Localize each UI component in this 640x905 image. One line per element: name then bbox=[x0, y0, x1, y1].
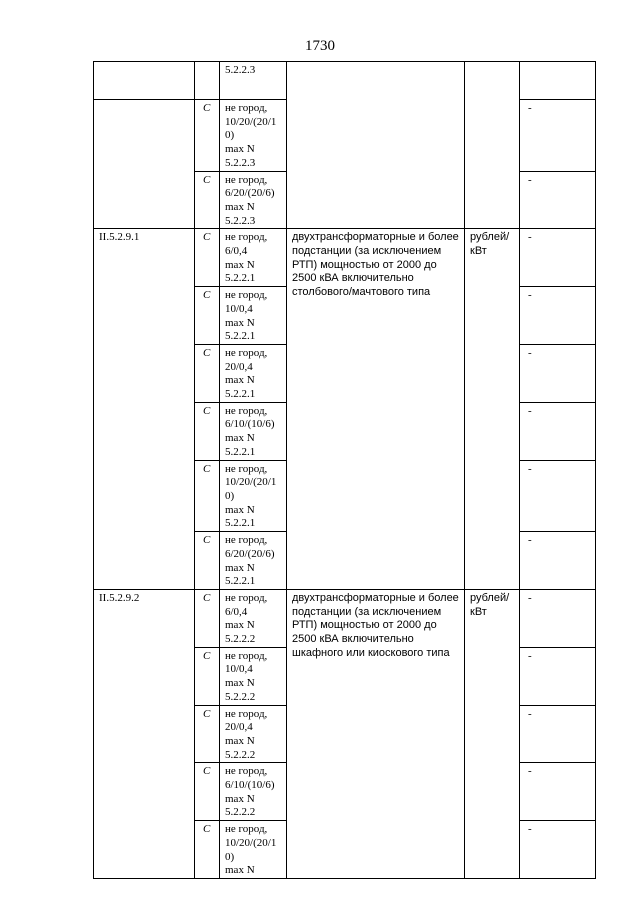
code-cell bbox=[94, 100, 195, 229]
tariff-table bbox=[93, 61, 596, 879]
table-row bbox=[94, 229, 596, 287]
condition-line: max N bbox=[225, 864, 255, 877]
value-cell: - bbox=[520, 763, 596, 821]
condition-line: 10/0,4 bbox=[225, 302, 253, 315]
value-cell: - bbox=[520, 402, 596, 460]
condition-cell bbox=[220, 171, 287, 229]
condition-line: 5.2.2.3 bbox=[225, 214, 256, 227]
value-cell: - bbox=[520, 589, 596, 647]
condition-line: max N bbox=[225, 200, 255, 213]
condition-line: не город, bbox=[225, 823, 268, 836]
category-cell: C bbox=[195, 287, 220, 345]
condition-line: не город, bbox=[225, 649, 268, 662]
condition-line: 5.2.2.2 bbox=[225, 690, 256, 703]
category-cell: C bbox=[195, 344, 220, 402]
category-cell: C bbox=[195, 100, 220, 172]
value-cell: - bbox=[520, 229, 596, 287]
condition-line: не город, bbox=[225, 102, 268, 114]
condition-line: 5.2.2.1 bbox=[225, 388, 256, 401]
condition-cell bbox=[220, 532, 287, 590]
condition-line: 5.2.2.1 bbox=[225, 517, 256, 530]
condition-line: 20/0,4 bbox=[225, 721, 253, 734]
condition-cell bbox=[220, 100, 287, 172]
condition-line: 0) bbox=[225, 850, 235, 863]
tariff-table-body bbox=[94, 62, 596, 879]
condition-line: 5.2.2.1 bbox=[225, 575, 256, 588]
condition-line: max N bbox=[225, 677, 255, 690]
category-cell: C bbox=[195, 460, 220, 532]
condition-line: 5.2.2.1 bbox=[225, 445, 256, 458]
condition-line: max N bbox=[225, 561, 255, 574]
category-cell: C bbox=[195, 821, 220, 879]
category-cell: C bbox=[195, 402, 220, 460]
value-cell: - bbox=[520, 532, 596, 590]
condition-line: 5.2.2.1 bbox=[225, 272, 256, 285]
table-row bbox=[94, 62, 596, 100]
condition-line: 0) bbox=[225, 489, 235, 502]
condition-line: 5.2.2.2 bbox=[225, 748, 256, 761]
condition-line: не город, bbox=[225, 707, 268, 720]
code-cell: II.5.2.9.2 bbox=[94, 589, 195, 878]
condition-line: не город, bbox=[225, 765, 268, 778]
condition-line: 0) bbox=[225, 129, 235, 142]
category-cell: C bbox=[195, 647, 220, 705]
condition-line: 10/20/(20/1 bbox=[225, 476, 277, 489]
condition-line: 6/20/(20/6) bbox=[225, 187, 275, 200]
condition-line: max N bbox=[225, 374, 255, 387]
value-cell: - bbox=[520, 460, 596, 532]
condition-line: max N bbox=[225, 432, 255, 445]
condition-line: не город, bbox=[225, 404, 268, 417]
condition-line: не город, bbox=[225, 231, 268, 244]
value-cell: - bbox=[520, 344, 596, 402]
condition-cell bbox=[220, 763, 287, 821]
condition-line: 20/0,4 bbox=[225, 360, 253, 373]
condition-line: max N bbox=[225, 143, 255, 156]
condition-line: 5.2.2.2 bbox=[225, 806, 256, 819]
condition-line: 6/0,4 bbox=[225, 245, 248, 258]
condition-line: 6/10/(10/6) bbox=[225, 779, 275, 792]
value-cell: - bbox=[520, 821, 596, 879]
condition-cell bbox=[220, 229, 287, 287]
condition-cell bbox=[220, 647, 287, 705]
category-cell: C bbox=[195, 589, 220, 647]
page-number: 1730 bbox=[305, 38, 335, 54]
condition-cell bbox=[220, 460, 287, 532]
condition-line: max N bbox=[225, 503, 255, 516]
condition-line: max N bbox=[225, 734, 255, 747]
condition-line: не город, bbox=[225, 173, 268, 186]
condition-line: 10/20/(20/1 bbox=[225, 115, 277, 128]
condition-line: max N bbox=[225, 316, 255, 329]
value-cell: - bbox=[520, 171, 596, 229]
condition-line: не город, bbox=[225, 462, 268, 475]
value-cell: - bbox=[520, 647, 596, 705]
unit-cell: рублей/ кВт bbox=[465, 589, 520, 878]
condition-line: 10/0,4 bbox=[225, 663, 253, 676]
category-cell: C bbox=[195, 705, 220, 763]
condition-line: 10/20/(20/1 bbox=[225, 836, 277, 849]
condition-line: max N bbox=[225, 619, 255, 632]
condition-line: 5.2.2.3 bbox=[225, 156, 256, 169]
condition-line: max N bbox=[225, 258, 255, 271]
description-cell: двухтрансформаторные и более подстанции (за исключением РТП) мощностью от 2000 до 2500 кВА включительно шкафного или киоскового типа bbox=[287, 589, 465, 878]
condition-line: 5.2.2.3 bbox=[225, 64, 256, 76]
condition-cell bbox=[220, 589, 287, 647]
category-cell: C bbox=[195, 763, 220, 821]
condition-line: 5.2.2.2 bbox=[225, 633, 256, 646]
condition-cell bbox=[220, 344, 287, 402]
value-cell: - bbox=[520, 100, 596, 172]
condition-cell bbox=[220, 402, 287, 460]
condition-line: не город, bbox=[225, 591, 268, 604]
condition-line: не город, bbox=[225, 346, 268, 359]
condition-line: 5.2.2.1 bbox=[225, 330, 256, 343]
code-cell bbox=[94, 62, 195, 100]
condition-cell bbox=[220, 287, 287, 345]
condition-cell bbox=[220, 821, 287, 879]
value-cell: - bbox=[520, 705, 596, 763]
condition-line: 6/0,4 bbox=[225, 605, 248, 618]
category-cell: C bbox=[195, 532, 220, 590]
condition-line: 6/20/(20/6) bbox=[225, 547, 275, 560]
condition-line: не город, bbox=[225, 289, 268, 302]
condition-cell bbox=[220, 705, 287, 763]
value-cell bbox=[520, 62, 596, 100]
category-cell bbox=[195, 62, 220, 100]
table-row bbox=[94, 589, 596, 647]
condition-line: 6/10/(10/6) bbox=[225, 418, 275, 431]
description-cell: двухтрансформаторные и более подстанции (за исключением РТП) мощностью от 2000 до 2500 кВА включительно столбового/мачтового типа bbox=[287, 229, 465, 590]
unit-cell bbox=[465, 62, 520, 229]
description-cell bbox=[287, 62, 465, 229]
code-cell: II.5.2.9.1 bbox=[94, 229, 195, 590]
value-cell: - bbox=[520, 287, 596, 345]
condition-line: не город, bbox=[225, 534, 268, 547]
category-cell: C bbox=[195, 229, 220, 287]
unit-cell: рублей/ кВт bbox=[465, 229, 520, 590]
condition-line: max N bbox=[225, 792, 255, 805]
condition-cell bbox=[220, 62, 287, 100]
category-cell: C bbox=[195, 171, 220, 229]
